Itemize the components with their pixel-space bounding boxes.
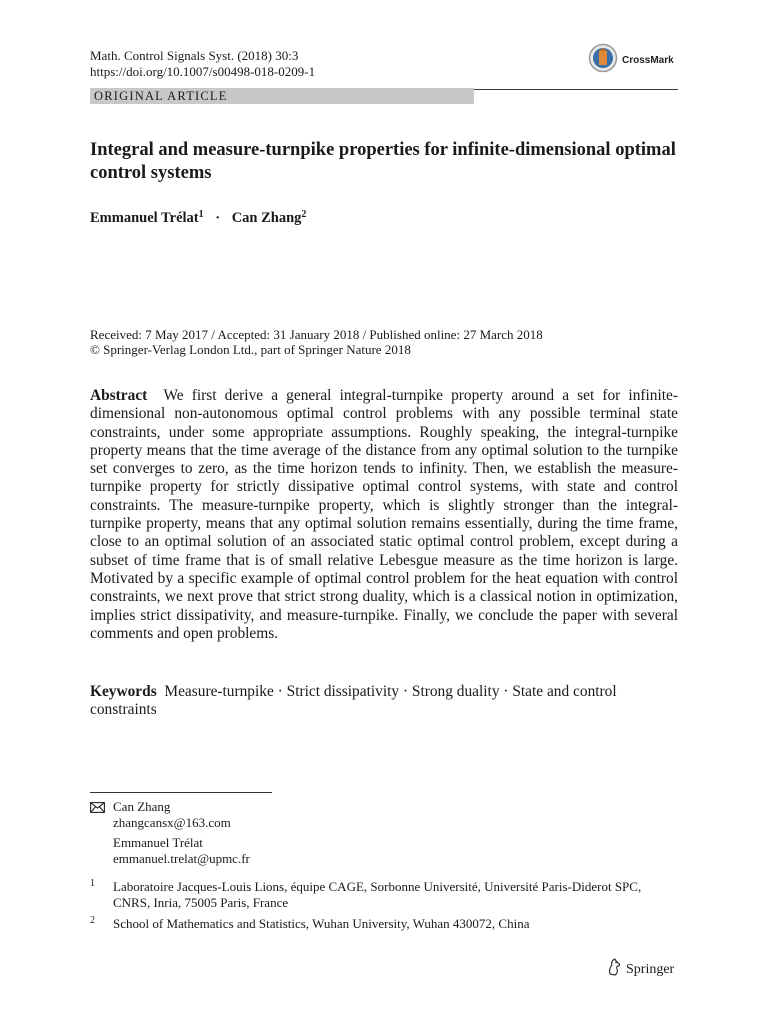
publisher-logo (606, 958, 674, 981)
author-affiliation-marker: 1 (198, 209, 204, 220)
crossmark-icon (588, 43, 618, 78)
copyright-notice: © Springer-Verlag London Ltd., part of Springer Nature 2018 (90, 342, 411, 357)
journal-reference: Math. Control Signals Syst. (2018) 30:3 (90, 48, 299, 63)
author-name[interactable]: Emmanuel Trélat (90, 210, 199, 226)
abstract-text: We first derive a general integral-turnpike property around a set for infinite-dimensional non-autonomous optimal control problems with any possible terminal state constraints, under some appropriate assumptions. Roughly speaking, the integral-turnpike property means that the time average of the distance from any optimal solution to the turnpike set converges to zero, as the time horizon tends to infinity. Then, we establish the measure-turnpike property for strictly dissipative optimal control systems, with state and control constraints. The measure-turnpike property, which is slightly stronger than the integral-turnpike property, means that any optimal solution remains essentially, during the time frame, close to an optimal solution of an associated static optimal control problem, except during a subset of time frame that is of small relative Lebesgue measure as the time horizon is large. Motivated by a specific example of optimal control problem for the heat equation with control constraints, we next prove that strict strong duality, which is a classical notion in optimization, implies strict dissipativity, and measure-turnpike. Finally, we conclude the paper with several comments and open problems. (90, 387, 678, 642)
crossmark-label: CrossMark (622, 55, 674, 66)
article-type-label: ORIGINAL ARTICLE (94, 89, 228, 103)
abstract (90, 387, 678, 643)
keywords-label: Keywords (90, 683, 157, 700)
author-list (90, 209, 306, 227)
mail-icon (90, 800, 105, 818)
contact-name: Can Zhang (113, 799, 171, 814)
author-separator: · (215, 210, 221, 226)
affiliation-number: 2 (90, 915, 95, 926)
contact-email[interactable]: emmanuel.trelat@upmc.fr (113, 851, 250, 866)
footnote-rule (90, 792, 272, 793)
author-name[interactable]: Can Zhang (231, 210, 302, 226)
keywords (90, 683, 678, 720)
paper-title: Integral and measure-turnpike properties for infinite-dimensional optimal control systems (90, 140, 676, 183)
abstract-label: Abstract (90, 387, 148, 404)
publication-dates: Received: 7 May 2017 / Accepted: 31 January 2018 / Published online: 27 March 2018 (90, 327, 543, 342)
header-rule (474, 89, 678, 90)
author-affiliation-marker: 2 (301, 209, 307, 220)
article-type-banner (90, 88, 474, 104)
affiliation-text: School of Mathematics and Statistics, Wuhan University, Wuhan 430072, China (113, 916, 530, 931)
affiliation-text: Laboratoire Jacques-Louis Lions, équipe CAGE, Sorbonne Université, Université Paris-Diderot SPC, CNRS, Inria, 75005 Paris, France (113, 879, 642, 910)
keywords-text: Measure-turnpike · Strict dissipativity · Strong duality · State and control constraints (90, 683, 617, 719)
contact-name: Emmanuel Trélat (113, 835, 203, 850)
springer-horse-icon (606, 958, 622, 981)
crossmark-badge[interactable] (588, 43, 674, 78)
affiliation-number: 1 (90, 878, 95, 889)
doi-link[interactable]: https://doi.org/10.1007/s00498-018-0209-1 (90, 64, 316, 79)
contact-email[interactable]: zhangcansx@163.com (113, 815, 231, 830)
publisher-name: Springer (626, 961, 675, 977)
